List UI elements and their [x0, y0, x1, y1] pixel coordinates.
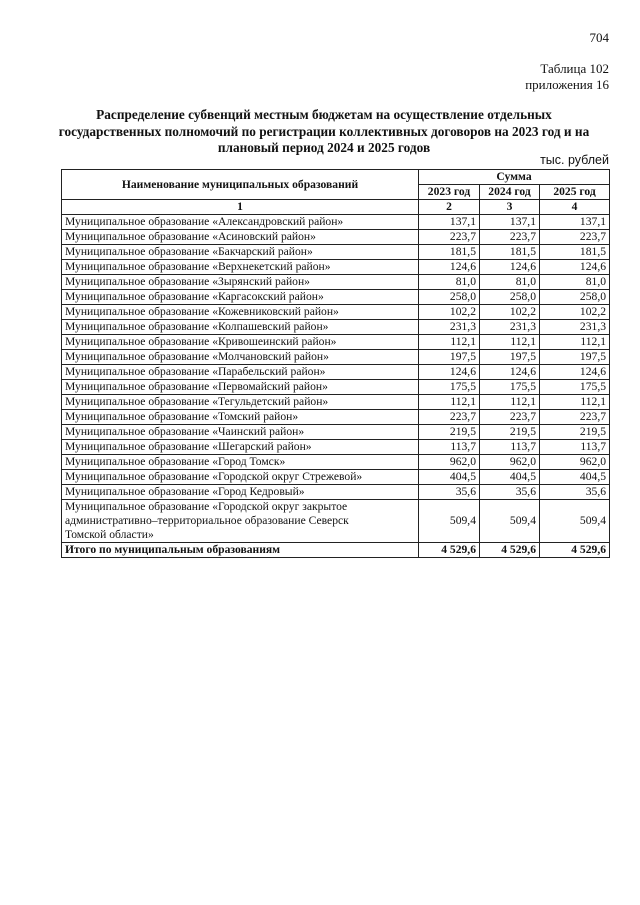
header-sum: Сумма — [419, 170, 610, 185]
row-value-2023: 124,6 — [419, 365, 480, 380]
total-value-2023: 4 529,6 — [419, 543, 480, 558]
row-value-2023: 113,7 — [419, 440, 480, 455]
row-value-2023: 223,7 — [419, 230, 480, 245]
table-row — [62, 305, 610, 320]
row-value-2024: 219,5 — [480, 425, 540, 440]
table-row — [62, 440, 610, 455]
row-value-2024: 197,5 — [480, 350, 540, 365]
row-value-2025: 219,5 — [540, 425, 610, 440]
row-name: Муниципальное образование «Парабельский район» — [62, 365, 419, 380]
row-name-line-1: Муниципальное образование «Городской округ закрытое — [65, 500, 348, 513]
table-reference — [525, 61, 609, 93]
table-row — [62, 425, 610, 440]
row-value-2025: 197,5 — [540, 350, 610, 365]
subvention-table — [61, 169, 610, 558]
table-body — [62, 215, 610, 558]
row-value-2023: 509,4 — [419, 500, 480, 543]
row-value-2025: 124,6 — [540, 260, 610, 275]
table-row — [62, 470, 610, 485]
row-name: Муниципальное образование «Молчановский район» — [62, 350, 419, 365]
row-value-2023: 231,3 — [419, 320, 480, 335]
row-value-2023: 223,7 — [419, 410, 480, 425]
row-value-2023: 102,2 — [419, 305, 480, 320]
row-value-2024: 112,1 — [480, 335, 540, 350]
row-value-2023: 81,0 — [419, 275, 480, 290]
table-row — [62, 230, 610, 245]
row-name: Муниципальное образование «Город Томск» — [62, 455, 419, 470]
row-name: Муниципальное образование «Бакчарский район» — [62, 245, 419, 260]
row-value-2023: 35,6 — [419, 485, 480, 500]
row-value-2024: 81,0 — [480, 275, 540, 290]
header-year-2024: 2024 год — [480, 185, 540, 200]
row-value-2024: 223,7 — [480, 410, 540, 425]
row-name: Муниципальное образование «Городской округ Стрежевой» — [62, 470, 419, 485]
row-value-2024: 137,1 — [480, 215, 540, 230]
table-reference-line-2: приложения 16 — [525, 77, 609, 92]
row-name-multiline — [62, 500, 419, 543]
row-value-2023: 197,5 — [419, 350, 480, 365]
table-row — [62, 215, 610, 230]
row-name: Муниципальное образование «Кривошеинский район» — [62, 335, 419, 350]
row-name: Муниципальное образование «Чаинский район» — [62, 425, 419, 440]
row-name: Муниципальное образование «Томский район» — [62, 410, 419, 425]
row-value-2024: 258,0 — [480, 290, 540, 305]
column-number-4: 4 — [540, 200, 610, 215]
table-header-row-1 — [62, 170, 610, 185]
row-value-2023: 175,5 — [419, 380, 480, 395]
table-row — [62, 260, 610, 275]
table-row — [62, 485, 610, 500]
row-value-2024: 175,5 — [480, 380, 540, 395]
units-label: тыс. рублей — [540, 153, 609, 167]
column-number-1: 1 — [62, 200, 419, 215]
table-row — [62, 320, 610, 335]
row-value-2023: 112,1 — [419, 335, 480, 350]
row-name: Муниципальное образование «Александровский район» — [62, 215, 419, 230]
row-name: Муниципальное образование «Первомайский район» — [62, 380, 419, 395]
row-value-2025: 181,5 — [540, 245, 610, 260]
row-value-2024: 102,2 — [480, 305, 540, 320]
row-value-2025: 509,4 — [540, 500, 610, 543]
row-value-2023: 258,0 — [419, 290, 480, 305]
row-value-2025: 102,2 — [540, 305, 610, 320]
table-row — [62, 455, 610, 470]
table-reference-line-1: Таблица 102 — [540, 61, 609, 76]
row-value-2023: 181,5 — [419, 245, 480, 260]
table-row — [62, 395, 610, 410]
table-total-row — [62, 543, 610, 558]
row-value-2023: 962,0 — [419, 455, 480, 470]
total-value-2024: 4 529,6 — [480, 543, 540, 558]
row-value-2025: 112,1 — [540, 395, 610, 410]
table-row — [62, 245, 610, 260]
row-value-2025: 404,5 — [540, 470, 610, 485]
row-name: Муниципальное образование «Каргасокский район» — [62, 290, 419, 305]
row-value-2024: 124,6 — [480, 260, 540, 275]
row-value-2024: 112,1 — [480, 395, 540, 410]
column-number-3: 3 — [480, 200, 540, 215]
row-value-2024: 35,6 — [480, 485, 540, 500]
row-value-2024: 231,3 — [480, 320, 540, 335]
row-value-2025: 231,3 — [540, 320, 610, 335]
header-year-2023: 2023 год — [419, 185, 480, 200]
row-value-2023: 112,1 — [419, 395, 480, 410]
row-value-2025: 124,6 — [540, 365, 610, 380]
row-value-2024: 223,7 — [480, 230, 540, 245]
table-row — [62, 335, 610, 350]
row-value-2023: 137,1 — [419, 215, 480, 230]
row-name-line-2: административно–территориальное образование Северск — [65, 514, 349, 527]
total-label: Итого по муниципальным образованиям — [62, 543, 419, 558]
row-value-2024: 509,4 — [480, 500, 540, 543]
row-name: Муниципальное образование «Тегульдетский район» — [62, 395, 419, 410]
row-value-2025: 113,7 — [540, 440, 610, 455]
row-value-2025: 137,1 — [540, 215, 610, 230]
row-value-2025: 962,0 — [540, 455, 610, 470]
row-value-2023: 404,5 — [419, 470, 480, 485]
row-name: Муниципальное образование «Асиновский район» — [62, 230, 419, 245]
page-number: 704 — [589, 30, 609, 45]
row-value-2024: 962,0 — [480, 455, 540, 470]
header-name: Наименование муниципальных образований — [62, 170, 419, 200]
row-name: Муниципальное образование «Верхнекетский район» — [62, 260, 419, 275]
table-row-seversk — [62, 500, 610, 543]
row-value-2025: 258,0 — [540, 290, 610, 305]
column-number-2: 2 — [419, 200, 480, 215]
row-name: Муниципальное образование «Кожевниковский район» — [62, 305, 419, 320]
row-value-2025: 175,5 — [540, 380, 610, 395]
row-value-2024: 124,6 — [480, 365, 540, 380]
row-name: Муниципальное образование «Колпашевский район» — [62, 320, 419, 335]
row-value-2025: 223,7 — [540, 230, 610, 245]
document-title: Распределение субвенций местным бюджетам на осуществление отдельных государственных полномочий по регистрации коллективных договоров на 2023 год и на плановый период 2024 и 2025 годов — [58, 107, 590, 155]
row-value-2025: 112,1 — [540, 335, 610, 350]
row-value-2024: 181,5 — [480, 245, 540, 260]
row-name: Муниципальное образование «Город Кедровый» — [62, 485, 419, 500]
table-row — [62, 365, 610, 380]
row-value-2023: 124,6 — [419, 260, 480, 275]
table-row — [62, 350, 610, 365]
table-row — [62, 290, 610, 305]
total-value-2025: 4 529,6 — [540, 543, 610, 558]
row-name: Муниципальное образование «Шегарский район» — [62, 440, 419, 455]
row-value-2025: 81,0 — [540, 275, 610, 290]
header-year-2025: 2025 год — [540, 185, 610, 200]
table-column-numbers-row — [62, 200, 610, 215]
row-value-2025: 35,6 — [540, 485, 610, 500]
table-row — [62, 380, 610, 395]
row-name: Муниципальное образование «Зырянский район» — [62, 275, 419, 290]
row-value-2024: 113,7 — [480, 440, 540, 455]
row-name-line-3: Томской области» — [65, 528, 154, 541]
row-value-2025: 223,7 — [540, 410, 610, 425]
row-value-2024: 404,5 — [480, 470, 540, 485]
table-row — [62, 275, 610, 290]
table-row — [62, 410, 610, 425]
row-value-2023: 219,5 — [419, 425, 480, 440]
